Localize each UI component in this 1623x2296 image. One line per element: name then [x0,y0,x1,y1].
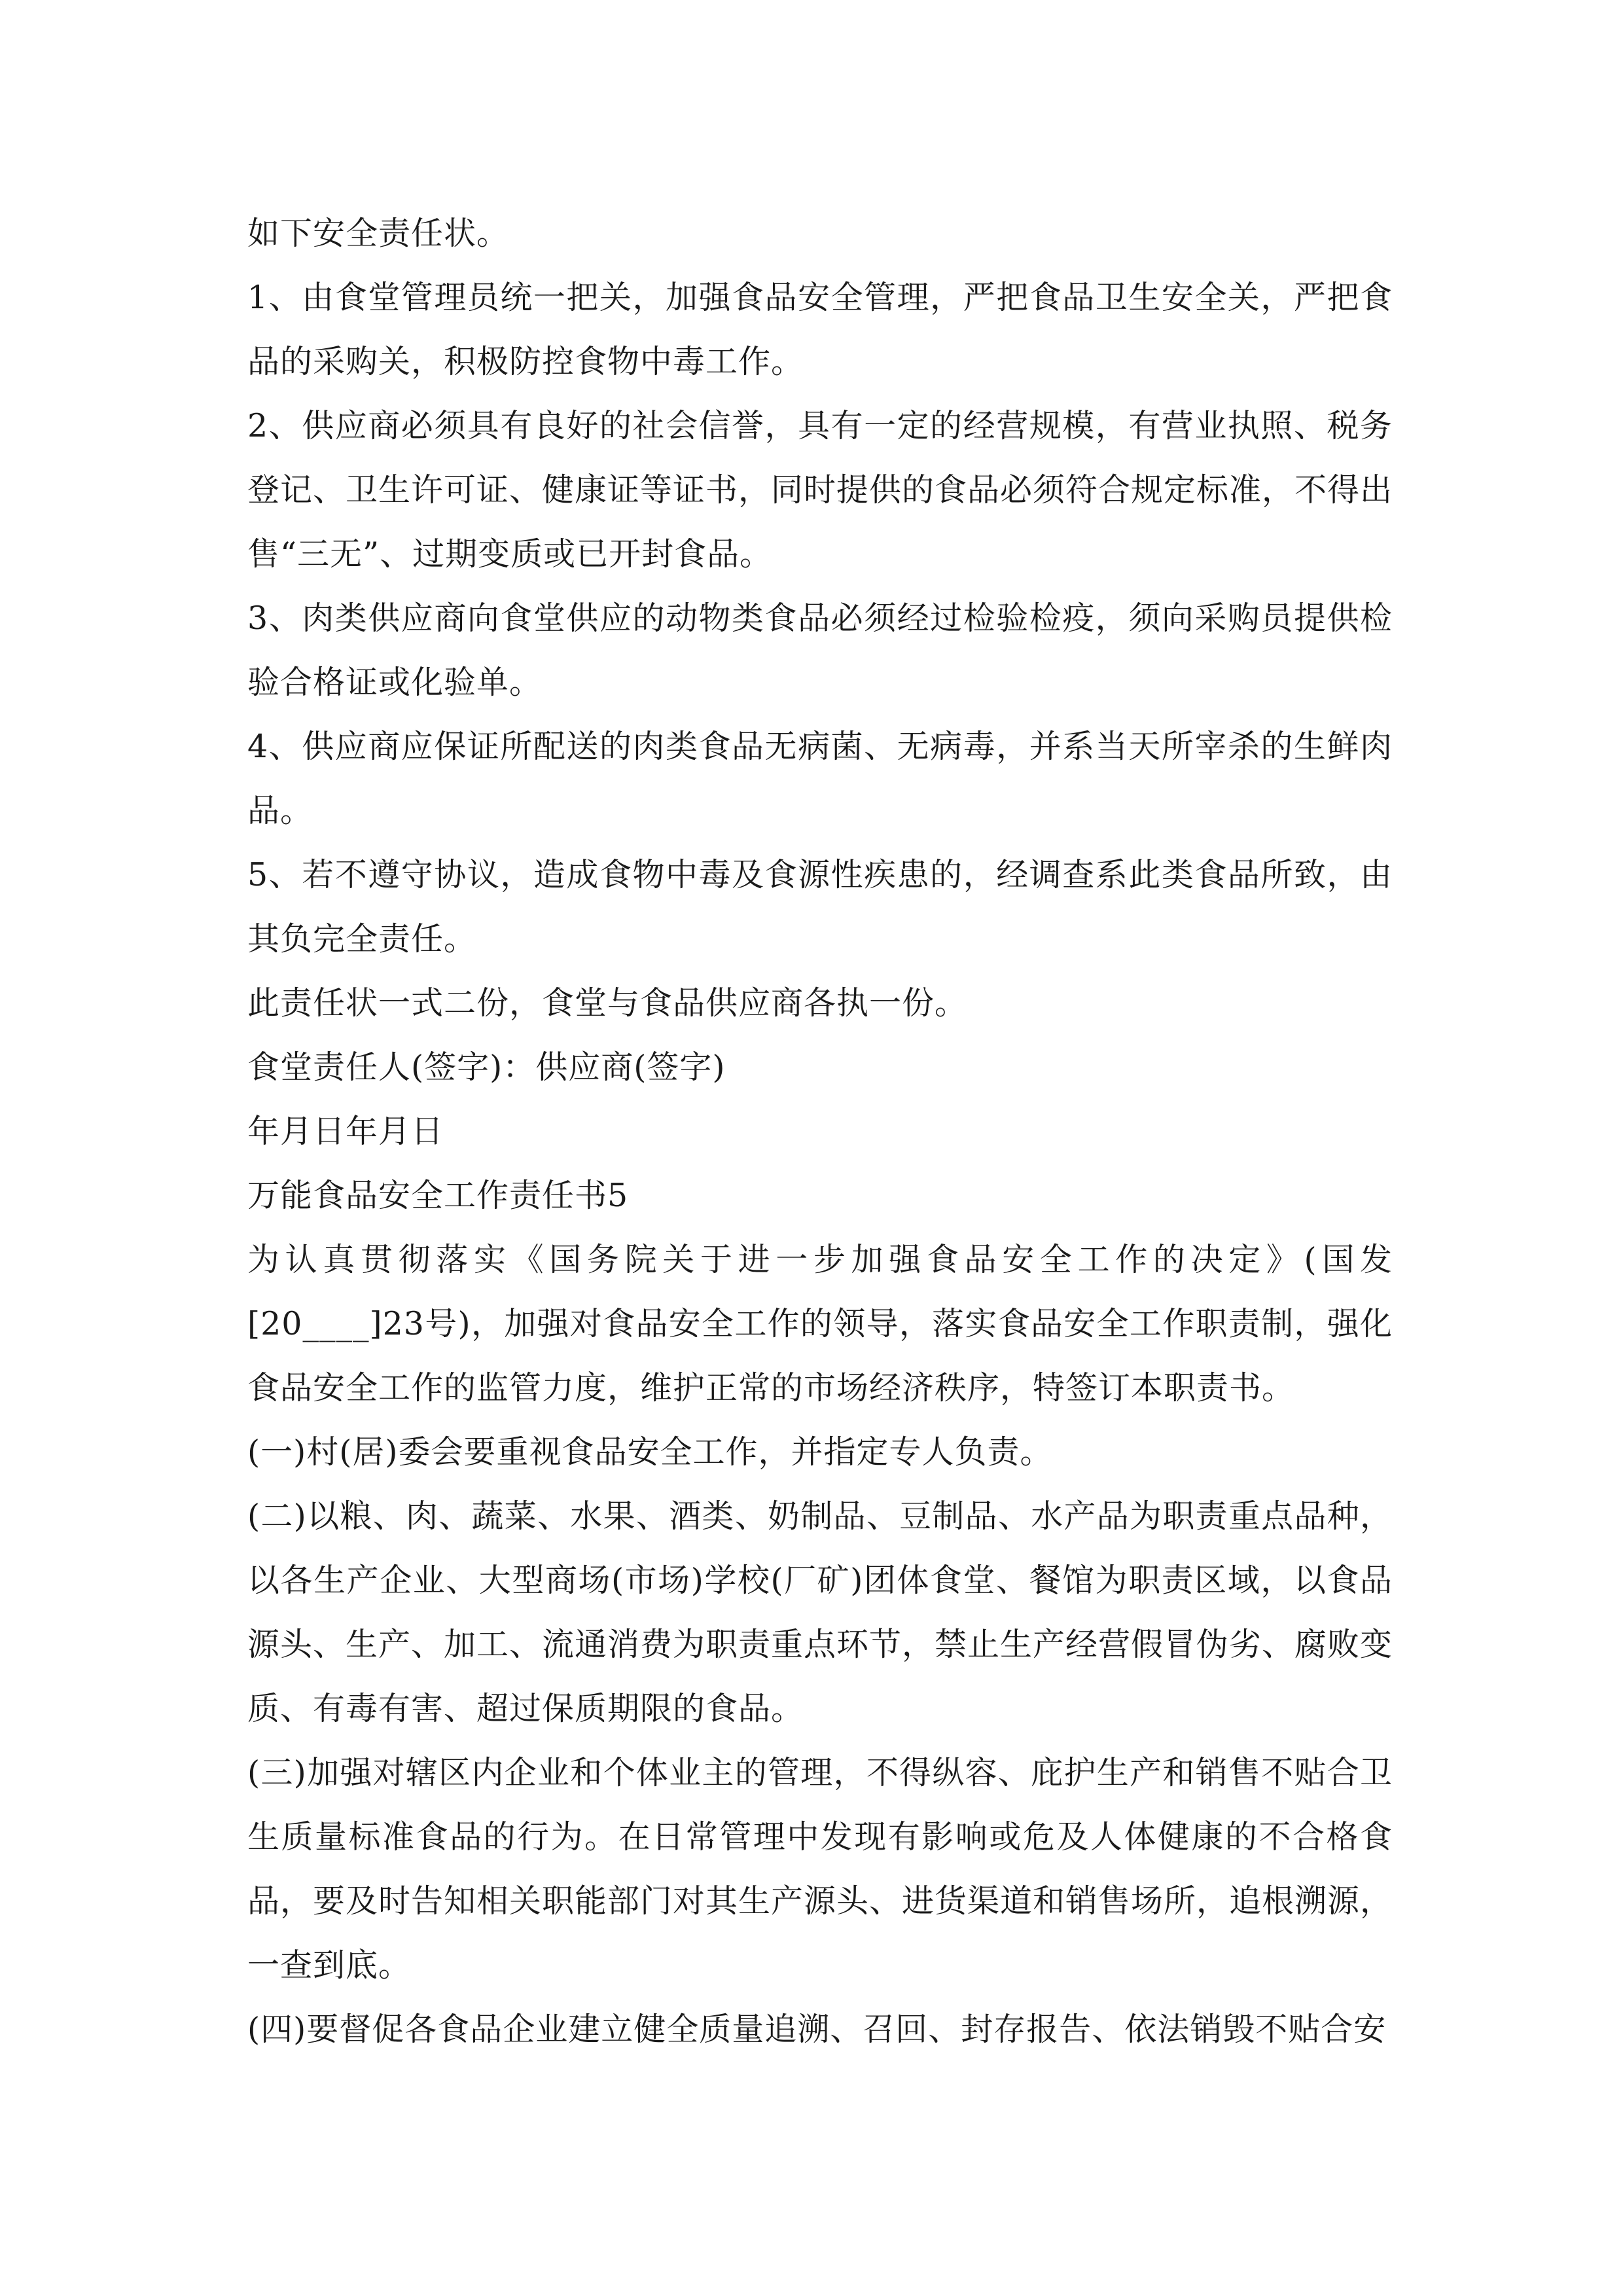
paragraph-clause-4: (四)要督促各食品企业建立健全质量追溯、召回、封存报告、依法销毁不贴合安 [247,2011,1387,2048]
paragraph-clause-2: (二)以粮、肉、蔬菜、水果、酒类、奶制品、豆制品、水产品为职责重点品种，以各生产企业、大型商场(市场)学校(厂矿)团体食堂、餐馆为职责区域，以食品源头、生产、加工、流通消费为职责重点环节，禁止生产经营假冒伪劣、腐败变质、有毒有害、超过保质期限的食品。 [247,1498,1393,1727]
paragraph-clause-1: (一)村(居)委会要重视食品安全工作，并指定专人负责。 [247,1433,1053,1471]
paragraph-date-line: 年月日年月日 [247,1113,444,1150]
paragraph-item-1: 1、由食堂管理员统一把关，加强食品安全管理，严把食品卫生安全关，严把食品的采购关，积极防控食物中毒工作。 [247,279,1393,380]
paragraph-copies-note: 此责任状一式二份，食堂与食品供应商各执一份。 [247,984,968,1022]
document-body [247,202,1393,2062]
paragraph-signature-line: 食堂责任人(签字)：供应商(签字) [247,1049,726,1086]
paragraph-item-3: 3、肉类供应商向食堂供应的动物类食品必须经过检验检疫，须向采购员提供检验合格证或化验单。 [247,600,1393,701]
paragraph-responsibility-intro: 如下安全责任状。 [247,215,510,252]
paragraph-item-2: 2、供应商必须具有良好的社会信誉，具有一定的经营规模，有营业执照、税务登记、卫生许可证、健康证等证书，同时提供的食品必须符合规定标准，不得出售“三无”、过期变质或已开封食品。 [247,407,1393,573]
paragraph-item-5: 5、若不遵守协议，造成食物中毒及食源性疾患的，经调查系此类食品所致，由其负完全责任。 [247,856,1393,958]
paragraph-purpose: 为认真贯彻落实《国务院关于进一步加强食品安全工作的决定》(国发[20____]23号)，加强对食品安全工作的领导，落实食品安全工作职责制，强化食品安全工作的监管力度，维护正常的市场经济秩序，特签订本职责书。 [247,1241,1393,1407]
paragraph-item-4: 4、供应商应保证所配送的肉类食品无病菌、无病毒，并系当天所宰杀的生鲜肉品。 [247,728,1393,829]
section-title: 万能食品安全工作责任书5 [247,1177,629,1214]
paragraph-clause-3: (三)加强对辖区内企业和个体业主的管理，不得纵容、庇护生产和销售不贴合卫生质量标准食品的行为。在日常管理中发现有影响或危及人体健康的不合格食品，要及时告知相关职能部门对其生产源头、进货渠道和销售场所，追根溯源，一查到底。 [247,1754,1393,1984]
